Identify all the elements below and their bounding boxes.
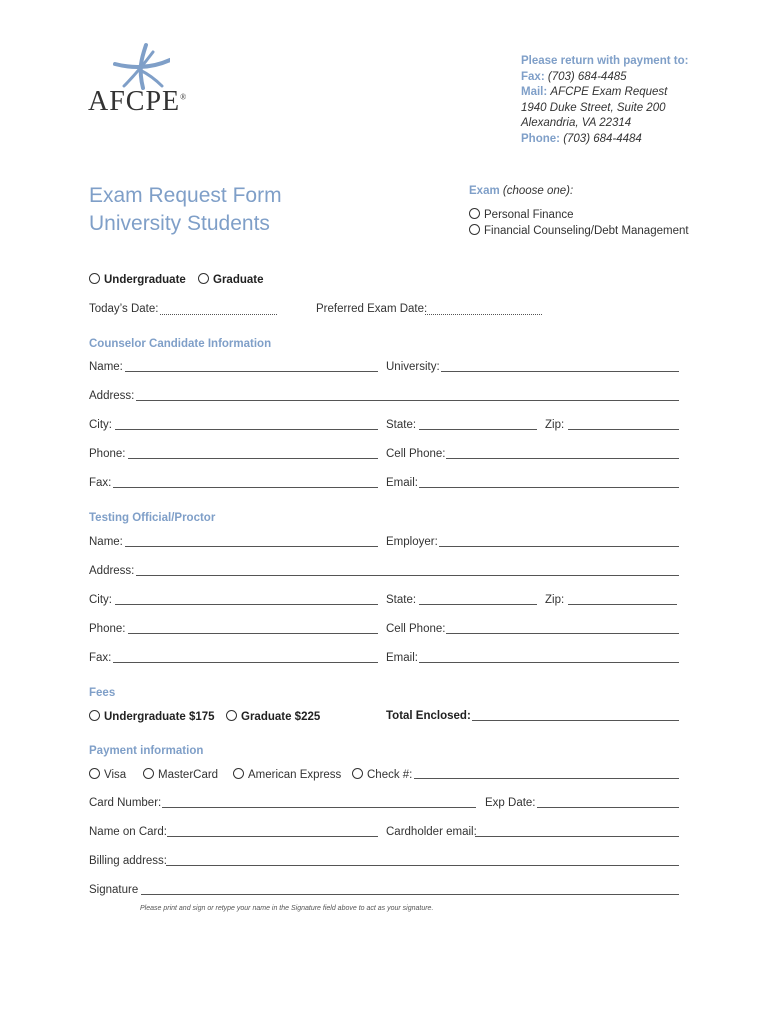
radio-icon[interactable] (89, 273, 100, 284)
logo-text: AFCPE® (88, 86, 188, 117)
candidate-zip-label: Zip: (545, 419, 565, 431)
signature-note: Please print and sign or retype your name in the Signature field above to act as your signature. (140, 905, 434, 912)
return-heading: Please return with payment to: (521, 55, 689, 67)
fee-undergraduate[interactable]: Undergraduate $175 (89, 710, 215, 723)
candidate-address-label: Address: (89, 390, 135, 402)
exam-option-financial-counseling[interactable]: Financial Counseling/Debt Management (469, 224, 689, 237)
todays-date-label: Today’s Date: (89, 303, 159, 315)
proctor-city-field[interactable] (115, 604, 378, 605)
candidate-state-field[interactable] (419, 429, 537, 430)
candidate-cell-field[interactable] (446, 458, 679, 459)
phone-value: (703) 684-4484 (563, 132, 642, 145)
proctor-address-label: Address: (89, 565, 135, 577)
total-enclosed-label: Total Enclosed: (386, 710, 471, 722)
candidate-city-field[interactable] (115, 429, 378, 430)
preferred-date-field[interactable] (425, 314, 542, 315)
page-title (89, 182, 282, 238)
proctor-zip-field[interactable] (568, 604, 677, 605)
billing-address-field[interactable] (166, 865, 679, 866)
fax-value: (703) 684-4485 (547, 70, 627, 83)
exp-date-label: Exp Date: (485, 797, 536, 809)
exam-label: Exam (choose one): (469, 185, 574, 197)
candidate-address-field[interactable] (136, 400, 679, 401)
candidate-fax-label: Fax: (89, 477, 112, 489)
candidate-fax-field[interactable] (113, 487, 378, 488)
candidate-university-label: University: (386, 361, 440, 373)
proctor-city-label: City: (89, 594, 112, 606)
candidate-name-label: Name: (89, 361, 123, 373)
billing-address-label: Billing address: (89, 855, 167, 867)
card-number-field[interactable] (162, 807, 476, 808)
fax-label: Fax: (521, 70, 545, 83)
candidate-state-label: State: (386, 419, 417, 431)
proctor-employer-field[interactable] (439, 546, 679, 547)
proctor-cell-label: Cell Phone: (386, 623, 446, 635)
proctor-cell-field[interactable] (446, 633, 679, 634)
mail-line3: Alexandria, VA 22314 (521, 117, 632, 129)
radio-icon[interactable] (233, 768, 244, 779)
proctor-state-label: State: (386, 594, 417, 606)
proctor-email-field[interactable] (419, 662, 679, 663)
proctor-fax-label: Fax: (89, 652, 112, 664)
level-undergraduate[interactable]: Undergraduate (89, 273, 186, 286)
proctor-fax-field[interactable] (113, 662, 378, 663)
radio-icon[interactable] (352, 768, 363, 779)
candidate-phone-field[interactable] (128, 458, 378, 459)
radio-icon[interactable] (89, 710, 100, 721)
payment-heading: Payment information (89, 745, 204, 757)
payment-amex[interactable]: American Express (233, 768, 341, 781)
proctor-address-field[interactable] (136, 575, 679, 576)
name-on-card-field[interactable] (167, 836, 378, 837)
radio-icon[interactable] (226, 710, 237, 721)
exp-date-field[interactable] (537, 807, 679, 808)
exam-option-personal-finance[interactable]: Personal Finance (469, 208, 574, 221)
fees-heading: Fees (89, 687, 116, 699)
candidate-city-label: City: (89, 419, 112, 431)
proctor-employer-label: Employer: (386, 536, 438, 548)
name-on-card-label: Name on Card: (89, 826, 167, 838)
proctor-name-field[interactable] (125, 546, 378, 547)
signature-field[interactable] (141, 894, 679, 895)
return-address-block (521, 54, 688, 147)
mail-line2: 1940 Duke Street, Suite 200 (521, 101, 666, 114)
proctor-zip-label: Zip: (545, 594, 565, 606)
proctor-phone-label: Phone: (89, 623, 126, 635)
radio-icon[interactable] (469, 208, 480, 219)
radio-icon[interactable] (89, 768, 100, 779)
radio-icon[interactable] (198, 273, 209, 284)
star-swoosh-icon (110, 42, 170, 92)
check-number-field[interactable] (414, 778, 679, 779)
afcpe-logo (88, 42, 200, 118)
title-line1: Exam Request Form (89, 184, 282, 207)
candidate-heading: Counselor Candidate Information (89, 338, 272, 350)
payment-visa[interactable]: Visa (89, 768, 126, 781)
radio-icon[interactable] (469, 224, 480, 235)
mail-line1: AFCPE Exam Request (550, 86, 668, 98)
level-graduate[interactable]: Graduate (198, 273, 264, 286)
proctor-phone-field[interactable] (128, 633, 378, 634)
candidate-name-field[interactable] (125, 371, 378, 372)
todays-date-field[interactable] (160, 314, 277, 315)
payment-mastercard[interactable]: MasterCard (143, 768, 218, 781)
preferred-date-label: Preferred Exam Date: (316, 303, 428, 315)
signature-label: Signature (89, 884, 139, 896)
proctor-heading: Testing Official/Proctor (89, 512, 216, 524)
title-line2: University Students (89, 212, 270, 235)
candidate-cell-label: Cell Phone: (386, 448, 446, 460)
payment-check[interactable]: Check #: (352, 768, 412, 781)
cardholder-email-field[interactable] (475, 836, 679, 837)
candidate-email-field[interactable] (419, 487, 679, 488)
card-number-label: Card Number: (89, 797, 162, 809)
cardholder-email-label: Cardholder email: (386, 826, 477, 838)
total-enclosed-field[interactable] (472, 720, 679, 721)
proctor-email-label: Email: (386, 652, 418, 664)
phone-label: Phone: (521, 132, 560, 145)
candidate-university-field[interactable] (441, 371, 679, 372)
candidate-email-label: Email: (386, 477, 418, 489)
fee-graduate[interactable]: Graduate $225 (226, 710, 320, 723)
candidate-phone-label: Phone: (89, 448, 126, 460)
proctor-name-label: Name: (89, 536, 123, 548)
proctor-state-field[interactable] (419, 604, 537, 605)
mail-label: Mail: (521, 86, 548, 98)
candidate-zip-field[interactable] (568, 429, 679, 430)
radio-icon[interactable] (143, 768, 154, 779)
